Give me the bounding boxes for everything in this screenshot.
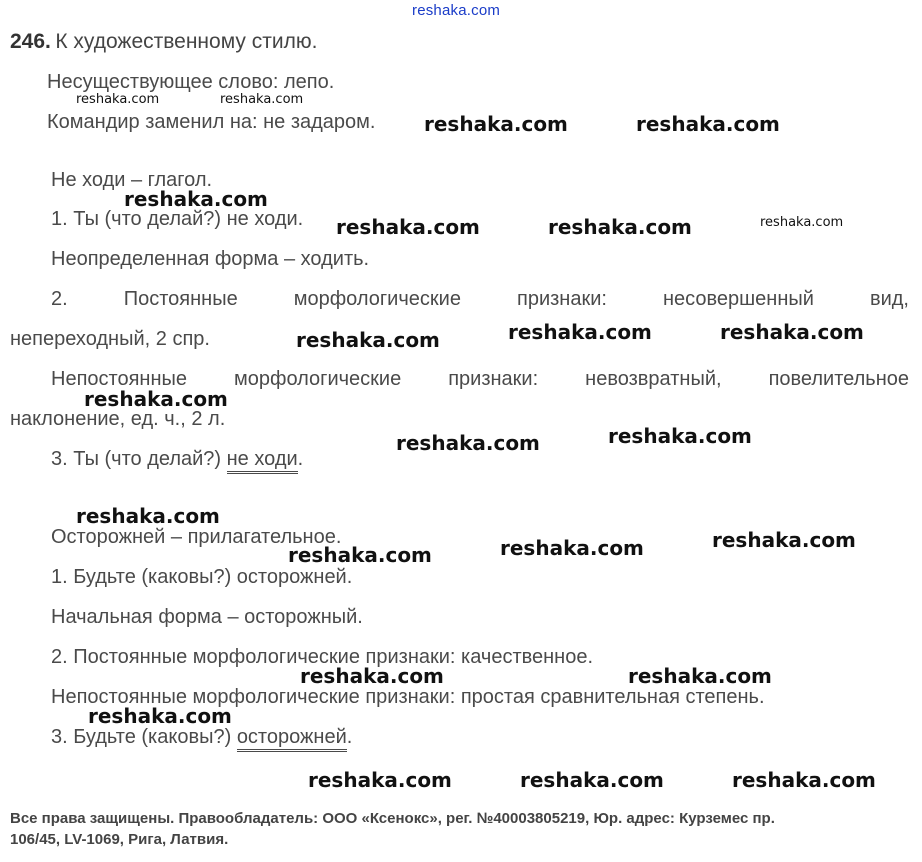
site-header-brand[interactable]: reshaka.com	[412, 2, 501, 19]
word: Постоянные	[123, 288, 238, 310]
watermark: reshaka.com	[608, 424, 752, 448]
watermark: reshaka.com	[712, 528, 856, 552]
word: признаки:	[448, 368, 539, 390]
text-line: Несуществующее слово: лепо.	[47, 71, 335, 93]
watermark: reshaka.com	[76, 504, 220, 528]
watermark: reshaka.com	[220, 92, 304, 107]
exercise-number: 246.	[10, 30, 51, 53]
underlined-predicate: не ходи	[227, 448, 298, 474]
underlined-predicate: осторожней	[237, 726, 347, 752]
text-line: Не ходи – глагол.	[51, 169, 213, 191]
watermark: reshaka.com	[732, 768, 876, 792]
watermark: reshaka.com	[720, 320, 864, 344]
footer-line: 106/45, LV-1069, Рига, Латвия.	[10, 831, 229, 848]
exercise-heading	[10, 30, 317, 54]
text-line: непереходный, 2 спр.	[10, 328, 210, 350]
watermark: reshaka.com	[636, 112, 780, 136]
text-line: 2. Постоянные морфологические признаки: качественное.	[51, 646, 594, 668]
footer-line: Все права защищены. Правообладатель: ООО «Ксенокс», рег. №40003805219, Юр. адрес: Курземес пр.	[10, 810, 775, 827]
text-line: Командир заменил на: не задаром.	[47, 111, 376, 133]
word: 2.	[51, 288, 68, 310]
word: невозвратный,	[585, 368, 722, 390]
watermark: reshaka.com	[548, 215, 692, 239]
answer-suffix: .	[346, 726, 353, 748]
justified-line	[51, 287, 909, 311]
copyright-footer	[10, 808, 775, 850]
watermark: reshaka.com	[396, 431, 540, 455]
watermark: reshaka.com	[296, 328, 440, 352]
word: признаки:	[516, 288, 607, 310]
watermark: reshaka.com	[288, 543, 432, 567]
text-line: Осторожней – прилагательное.	[51, 526, 342, 548]
watermark: reshaka.com	[424, 112, 568, 136]
word: морфологические	[293, 288, 461, 310]
answer-prefix: 3. Ты (что делай?)	[51, 448, 227, 470]
watermark: reshaka.com	[520, 768, 664, 792]
exercise-title: К художественному стилю.	[55, 30, 318, 53]
text-line: Начальная форма – осторожный.	[51, 606, 363, 628]
watermark: reshaka.com	[300, 664, 444, 688]
word: несовершенный	[662, 288, 814, 310]
text-line: Непостоянные морфологические признаки: простая сравнительная степень.	[51, 686, 765, 708]
word: морфологические	[234, 368, 402, 390]
answer-suffix: .	[297, 448, 304, 470]
word: повелительное	[768, 368, 909, 390]
watermark: reshaka.com	[336, 215, 480, 239]
watermark: reshaka.com	[76, 92, 160, 107]
answer-line	[51, 447, 303, 471]
watermark: reshaka.com	[500, 536, 644, 560]
text-line: 1. Ты (что делай?) не ходи.	[51, 208, 304, 230]
text-line: Неопределенная форма – ходить.	[51, 248, 370, 270]
watermark: reshaka.com	[308, 768, 452, 792]
watermark: reshaka.com	[124, 187, 268, 211]
watermark: reshaka.com	[508, 320, 652, 344]
watermark: reshaka.com	[84, 387, 228, 411]
answer-prefix: 3. Будьте (каковы?)	[51, 726, 237, 748]
watermark: reshaka.com	[760, 215, 844, 230]
watermark: reshaka.com	[88, 704, 232, 728]
answer-line	[51, 725, 352, 749]
text-line: 1. Будьте (каковы?) осторожней.	[51, 566, 353, 588]
word: Непостоянные	[51, 368, 187, 390]
word: вид,	[869, 288, 909, 310]
text-line: наклонение, ед. ч., 2 л.	[10, 408, 226, 430]
watermark: reshaka.com	[628, 664, 772, 688]
